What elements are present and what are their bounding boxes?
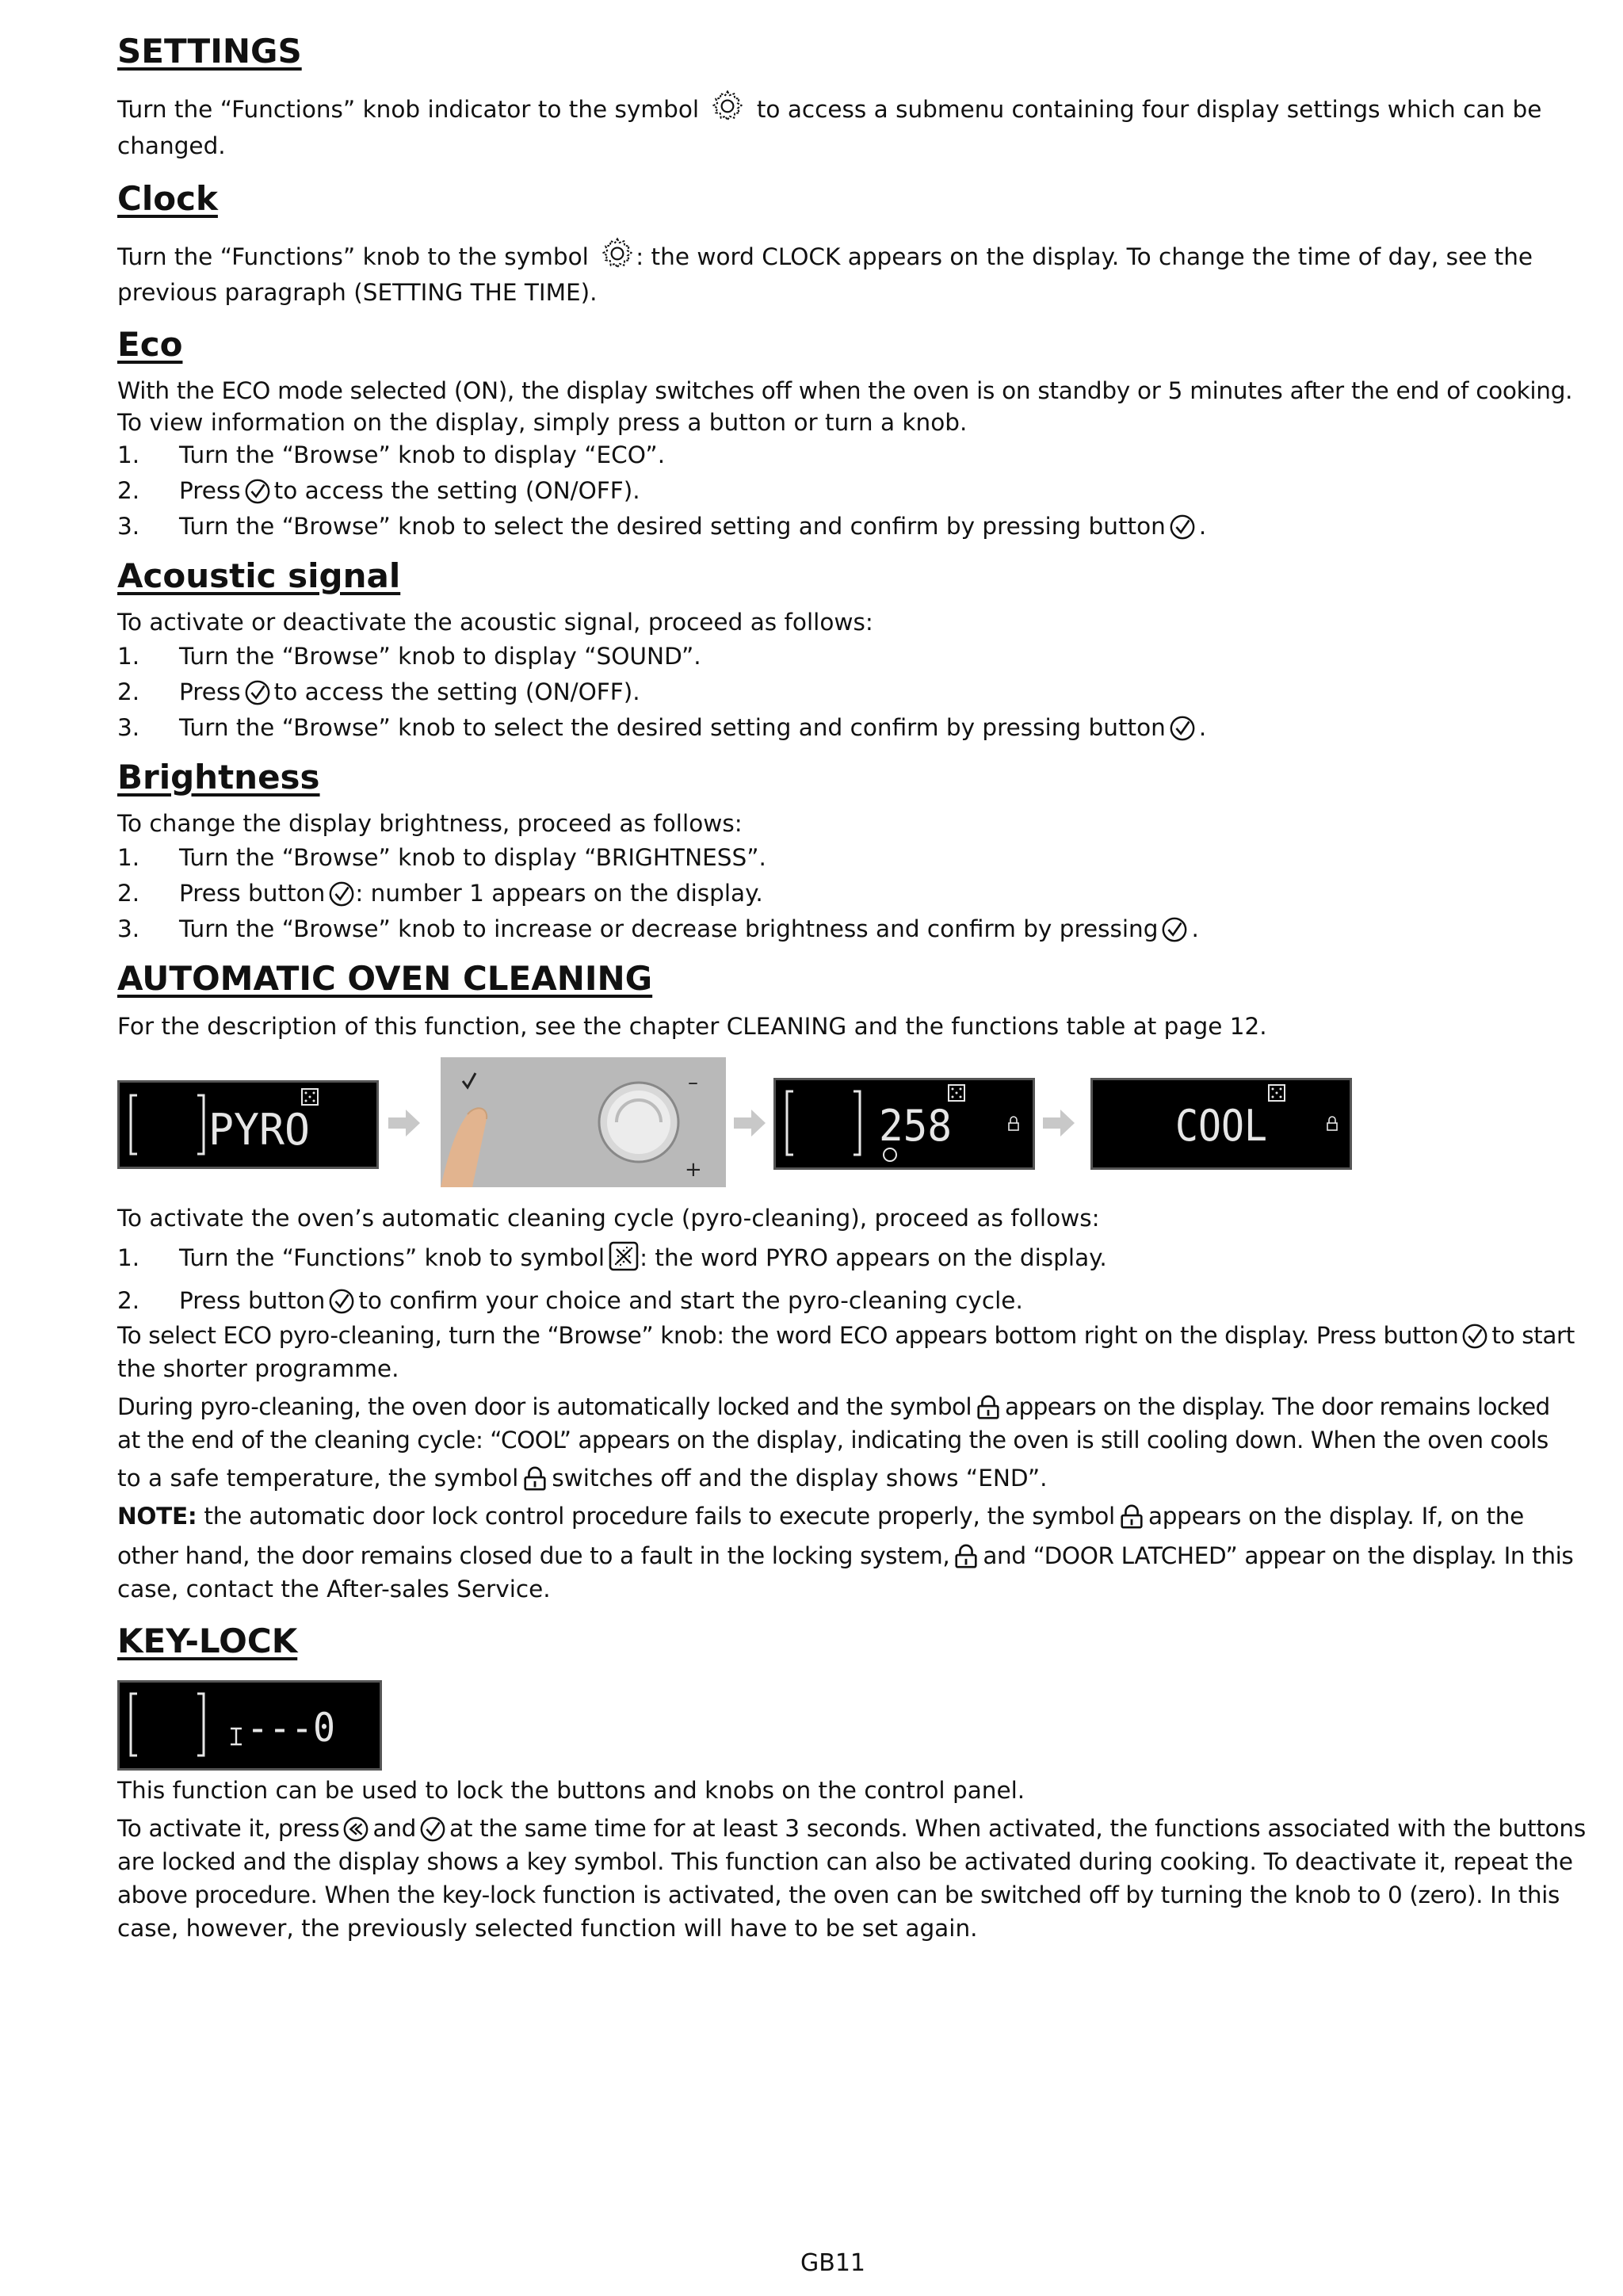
eco-line2: To view information on the display, simply press a button or turn a knob. <box>117 409 968 436</box>
cleaning-note-line3: case, contact the After-sales Service. <box>117 1576 551 1603</box>
cleaning-eco-line2: the shorter programme. <box>117 1355 399 1382</box>
settings-intro-before: Turn the “Functions” knob indicator to the symbol <box>117 96 700 123</box>
clock-line2: previous paragraph (SETTING THE TIME). <box>117 279 598 306</box>
confirm-icon <box>244 478 271 505</box>
confirm-icon <box>328 881 355 907</box>
display-keylock <box>117 1680 382 1771</box>
confirm-icon <box>328 1288 355 1315</box>
keylock-line1: This function can be used to lock the buttons and knobs on the control panel. <box>117 1777 1025 1804</box>
brightness-steps <box>117 840 1560 947</box>
lock-icon <box>975 1394 1002 1421</box>
cleaning-note-line2: other hand, the door remains closed due to a fault in the locking system, and “DOOR LATCHED” appear on the display. In this <box>117 1542 1574 1569</box>
arrow-icon <box>1043 1110 1075 1140</box>
confirm-icon <box>419 1816 446 1843</box>
clock-heading: Clock <box>117 179 218 218</box>
acoustic-intro: To activate or deactivate the acoustic signal, proceed as follows: <box>117 609 873 636</box>
cleaning-note-line1: NOTE: the automatic door lock control procedure fails to execute properly, the symbol appears on the display. If, on the <box>117 1503 1524 1530</box>
arrow-icon <box>388 1110 420 1140</box>
keylock-heading: KEY-LOCK <box>117 1622 298 1660</box>
lock-icon <box>1118 1503 1145 1530</box>
display-cool <box>1090 1078 1352 1170</box>
settings-intro-after: to access a submenu containing four display settings which can be <box>756 96 1542 123</box>
display-pyro <box>117 1080 379 1169</box>
list-item: 2. Press to access the setting (ON/OFF). <box>117 678 640 705</box>
cleaning-intro: For the description of this function, see the chapter CLEANING and the functions table at page 12. <box>117 1013 1267 1040</box>
page-number: GB11 <box>800 2249 866 2277</box>
cleaning-eco-line1: To select ECO pyro-cleaning, turn the “Browse” knob: the word ECO appears bottom right on the display. Press button to start <box>117 1322 1575 1349</box>
confirm-icon <box>1461 1323 1488 1350</box>
confirm-icon <box>1161 916 1188 943</box>
brightness-heading: Brightness <box>117 758 320 797</box>
keylock-line2: To activate it, press and at the same time for at least 3 seconds. When activated, the functions associated with the buttons <box>117 1815 1586 1842</box>
eco-line1: With the ECO mode selected (ON), the display switches off when the oven is on standby or 5 minutes after the end of cooking. <box>117 377 1573 404</box>
back-icon <box>342 1816 369 1843</box>
clock-line1 <box>117 235 1560 273</box>
list-item: 2. Press to access the setting (ON/OFF). <box>117 477 640 504</box>
acoustic-heading: Acoustic signal <box>117 556 401 595</box>
clock-line1-before: Turn the “Functions” knob to the symbol <box>117 243 589 270</box>
list-item: 1. Turn the “Browse” knob to display “ECO”. <box>117 441 666 468</box>
cleaning-during-line1: During pyro-cleaning, the oven door is automatically locked and the symbol appears on the display. The door remains locked <box>117 1393 1550 1420</box>
display-keylock-text: ---0 <box>246 1705 335 1751</box>
cleaning-during-line3: to a safe temperature, the symbol switches off and the display shows “END”. <box>117 1465 1048 1492</box>
pyro-icon <box>608 1240 640 1272</box>
keylock-line4: above procedure. When the key-lock function is activated, the oven can be switched off by turning the knob to 0 (zero). In this <box>117 1881 1560 1908</box>
cleaning-heading: AUTOMATIC OVEN CLEANING <box>117 959 653 998</box>
eco-steps <box>117 437 1560 544</box>
cleaning-during-line2: at the end of the cleaning cycle: “COOL” appears on the display, indicating the oven is still cooling down. When the oven cools <box>117 1427 1549 1454</box>
list-item: 2. Press button to confirm your choice and start the pyro-cleaning cycle. <box>117 1287 1023 1314</box>
display-cool-text: COOL <box>1175 1101 1267 1151</box>
confirm-icon <box>1169 514 1196 541</box>
panel-minus: – <box>688 1071 698 1095</box>
lock-icon <box>521 1465 548 1492</box>
list-item: 3. Turn the “Browse” knob to select the desired setting and confirm by pressing button . <box>117 513 1207 540</box>
acoustic-steps <box>117 639 1560 746</box>
gear-icon <box>599 235 636 271</box>
panel-plus: + <box>685 1158 702 1182</box>
arrow-icon <box>734 1110 766 1140</box>
confirm-icon <box>1169 715 1196 742</box>
keylock-line3: are locked and the display shows a key symbol. This function can also be activated during cooking. To deactivate it, repeat the <box>117 1848 1573 1875</box>
display-temperature-text: 258 <box>879 1101 952 1151</box>
cleaning-activate: To activate the oven’s automatic cleaning cycle (pyro-cleaning), proceed as follows: <box>117 1205 1100 1232</box>
gear-icon <box>709 87 746 124</box>
clock-line1-after: : the word CLOCK appears on the display. To change the time of day, see the <box>636 243 1533 270</box>
list-item: 2. Press button : number 1 appears on the display. <box>117 880 763 907</box>
settings-intro-end: changed. <box>117 132 226 159</box>
eco-heading: Eco <box>117 325 183 364</box>
lock-icon <box>953 1543 980 1570</box>
brightness-intro: To change the display brightness, proceed as follows: <box>117 810 743 837</box>
list-item: 1. Turn the “Browse” knob to display “SOUND”. <box>117 643 701 670</box>
keylock-line5: case, however, the previously selected function will have to be set again. <box>117 1915 978 1942</box>
display-temperature <box>773 1078 1035 1170</box>
list-item: 3. Turn the “Browse” knob to select the desired setting and confirm by pressing button . <box>117 714 1207 741</box>
settings-heading: SETTINGS <box>117 32 302 71</box>
confirm-icon <box>244 679 271 706</box>
note-label: NOTE: <box>117 1503 197 1530</box>
settings-intro <box>117 87 1560 126</box>
cleaning-steps <box>117 1236 1560 1322</box>
list-item: 1. Turn the “Functions” knob to symbol : the word PYRO appears on the display. <box>117 1236 1560 1279</box>
control-panel-image <box>441 1057 726 1187</box>
display-pyro-text: PYRO <box>208 1105 310 1155</box>
list-item: 3. Turn the “Browse” knob to increase or decrease brightness and confirm by pressing . <box>117 915 1199 942</box>
list-item: 1. Turn the “Browse” knob to display “BRIGHTNESS”. <box>117 844 766 871</box>
